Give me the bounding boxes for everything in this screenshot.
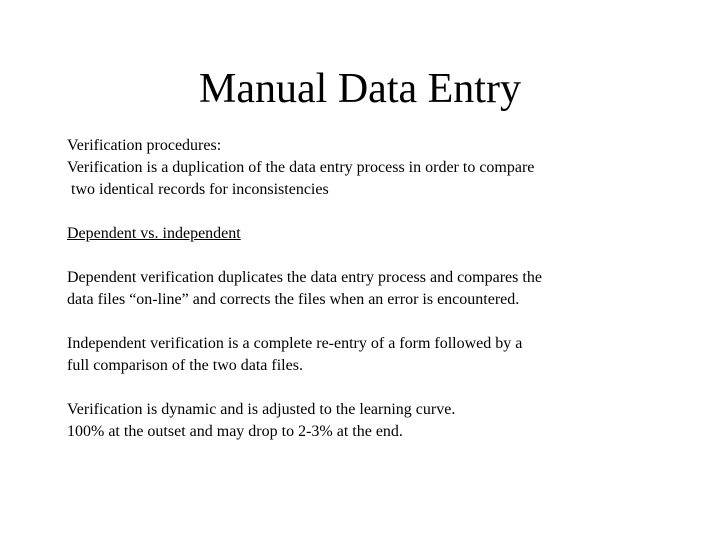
- dynamic-verification-line-1: Verification is dynamic and is adjusted to the learning curve.: [67, 401, 456, 418]
- verification-procedures-block: [67, 135, 687, 201]
- independent-verification-line-2: full comparison of the two data files.: [67, 357, 303, 374]
- independent-verification-line-1: Independent verification is a complete re-entry of a form followed by a: [67, 335, 523, 352]
- dependent-verification-line-1: Dependent verification duplicates the data entry process and compares the: [67, 269, 542, 286]
- slide-title: Manual Data Entry: [199, 66, 521, 112]
- dynamic-verification-block: [67, 399, 687, 443]
- verification-definition-line-1: Verification is a duplication of the data entry process in order to compare: [67, 159, 535, 176]
- dependent-vs-independent-block: [67, 223, 687, 245]
- dependent-vs-independent-heading: Dependent vs. independent: [67, 225, 241, 242]
- independent-verification-block: [67, 333, 687, 377]
- dynamic-verification-line-2: 100% at the outset and may drop to 2-3% at the end.: [67, 423, 403, 440]
- verification-procedures-label: Verification procedures:: [67, 137, 222, 154]
- verification-definition-line-2: two identical records for inconsistencies: [71, 181, 329, 198]
- dependent-verification-block: [67, 267, 687, 311]
- dependent-verification-line-2: data files “on-line” and corrects the files when an error is encountered.: [67, 291, 520, 308]
- slide-body: [67, 135, 687, 443]
